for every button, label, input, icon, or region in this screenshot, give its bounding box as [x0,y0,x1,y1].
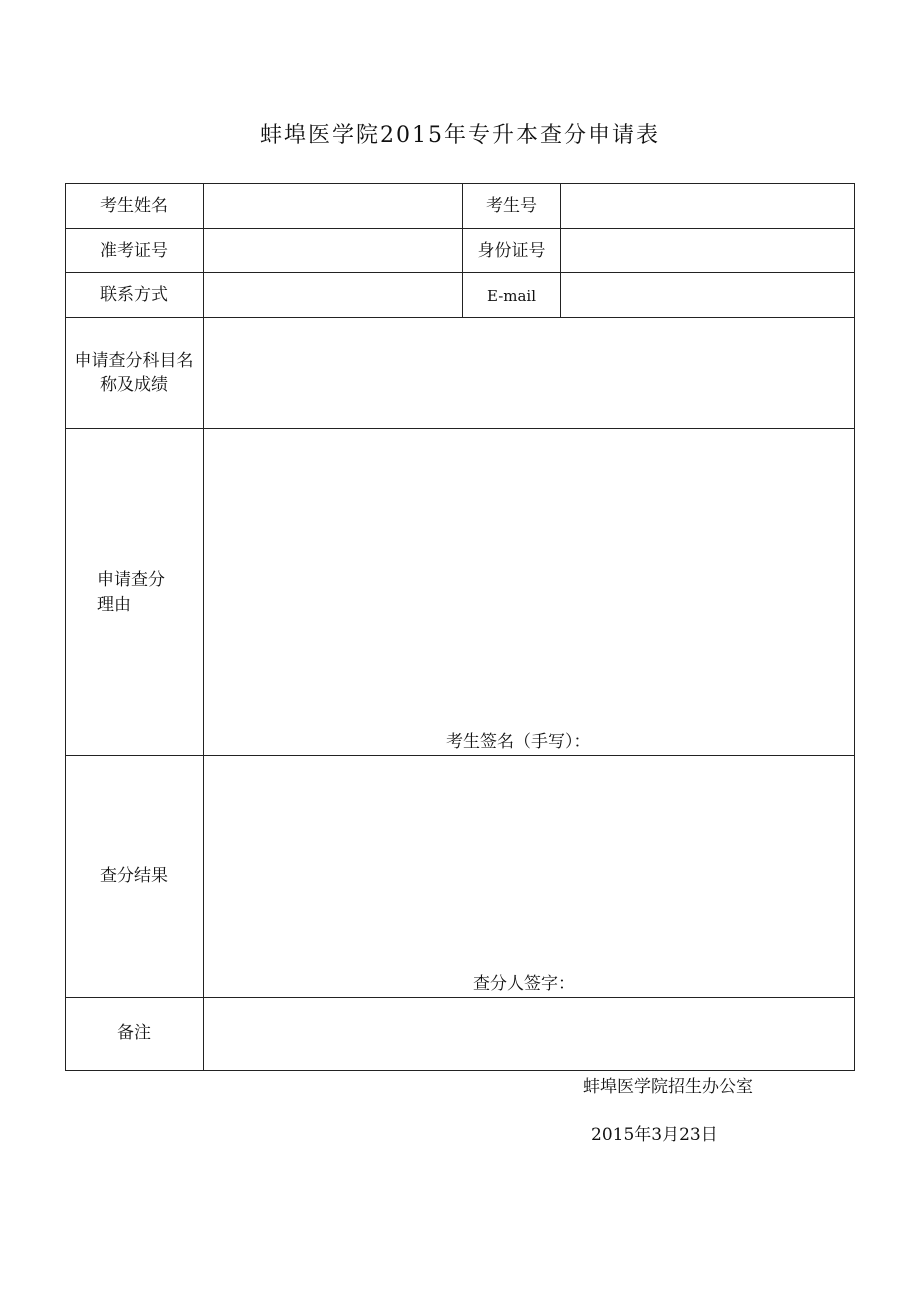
id-number-field[interactable] [561,229,854,272]
label-exam-number: 考生号 [486,196,537,216]
label-student-name: 考生姓名 [100,196,168,216]
table-border-bottom [65,1070,855,1071]
label-admission-ticket: 准考证号 [100,241,168,261]
reason-field[interactable] [204,429,854,729]
checker-signature-label: 查分人签字： [473,974,575,994]
label-contact: 联系方式 [100,285,168,305]
application-form-table [65,183,855,1071]
label-subject-line2: 称及成绩 [100,375,168,395]
issue-date: 2015年3月23日 [591,1125,718,1145]
remark-field[interactable] [204,998,854,1070]
page-title: 蚌埠医学院2015年专升本查分申请表 [260,123,660,148]
student-name-field[interactable] [204,184,461,228]
subject-scores-field[interactable] [204,318,854,428]
admission-ticket-field[interactable] [204,229,461,272]
label-reason-line2: 理由 [97,595,131,615]
label-id-number: 身份证号 [477,241,546,261]
result-field[interactable] [204,756,854,968]
label-email: E-mail [486,287,537,305]
label-subject-line1: 申请查分科目名 [74,351,194,371]
contact-field[interactable] [204,273,461,317]
exam-number-field[interactable] [561,184,854,228]
label-remark: 备注 [117,1023,151,1043]
label-result: 查分结果 [100,866,168,886]
label-reason-line1: 申请查分 [97,570,165,590]
student-signature-label: 考生签名（手写）： [446,732,591,752]
issuing-office: 蚌埠医学院招生办公室 [583,1077,753,1097]
email-field[interactable] [561,273,854,317]
